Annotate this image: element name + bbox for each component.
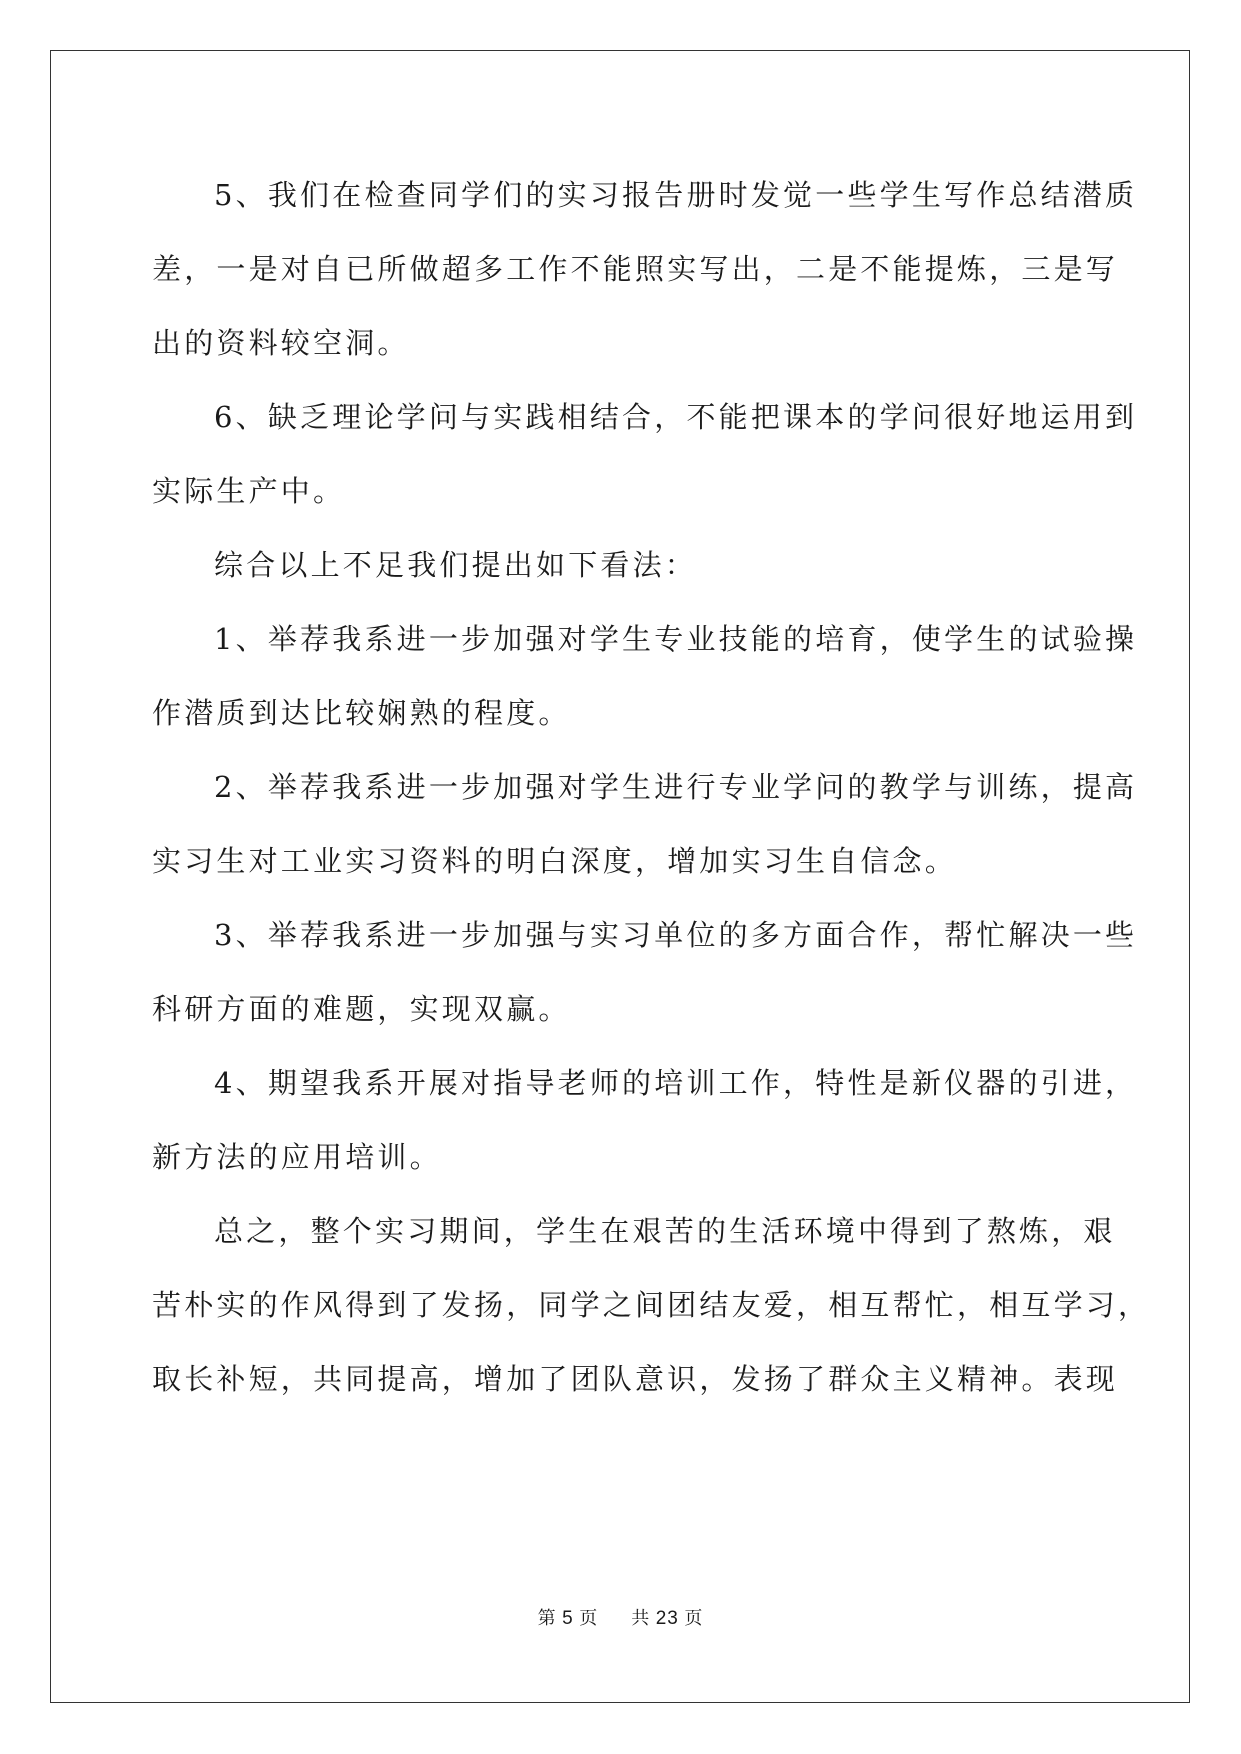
paragraph-suggestion-4 <box>152 1046 1138 1194</box>
paragraph-suggestion-1 <box>152 602 1138 750</box>
text-line: 6、缺乏理论学问与实践相结合，不能把课本的学问很好地运用到 <box>214 400 1138 434</box>
text-line: 作潜质到达比较娴熟的程度。 <box>152 696 571 730</box>
text-line: 5、我们在检查同学们的实习报告册时发觉一些学生写作总结潜质 <box>214 178 1138 212</box>
text-line: 苦朴实的作风得到了发扬，同学之间团结友爱，相互帮忙，相互学习， <box>152 1288 1151 1322</box>
text-line: 差，一是对自已所做超多工作不能照实写出，二是不能提炼，三是写 <box>152 252 1119 286</box>
paragraph-suggestion-3 <box>152 898 1138 1046</box>
text-line: 科研方面的难题，实现双赢。 <box>152 992 571 1026</box>
text-line: 3、举荐我系进一步加强与实习单位的多方面合作，帮忙解决一些 <box>214 918 1138 952</box>
paragraph-conclusion <box>152 1194 1151 1416</box>
text-line: 4、期望我系开展对指导老师的培训工作，特性是新仪器的引进， <box>214 1066 1138 1100</box>
paragraph-5 <box>152 158 1138 380</box>
page-number: 5 <box>562 1608 574 1629</box>
page-footer <box>0 1604 1241 1630</box>
footer-total-prefix: 共 <box>631 1608 651 1628</box>
paragraph-6 <box>152 380 1138 528</box>
text-line: 实际生产中。 <box>152 474 346 508</box>
document-body <box>152 158 1151 1416</box>
paragraph-suggestion-2 <box>152 750 1138 898</box>
text-line: 1、举荐我系进一步加强对学生专业技能的培育，使学生的试验操 <box>214 622 1138 656</box>
text-line: 综合以上不足我们提出如下看法： <box>214 548 698 582</box>
text-line: 实习生对工业实习资料的明白深度，增加实习生自信念。 <box>152 844 958 878</box>
footer-total-suffix: 页 <box>684 1608 704 1628</box>
text-line: 新方法的应用培训。 <box>152 1140 442 1174</box>
paragraph-summary-intro <box>152 528 1092 602</box>
footer-prefix: 第 <box>537 1608 557 1628</box>
footer-page-suffix: 页 <box>579 1608 599 1628</box>
text-line: 取长补短，共同提高，增加了团队意识，发扬了群众主义精神。表现 <box>152 1362 1119 1396</box>
text-line: 总之，整个实习期间，学生在艰苦的生活环境中得到了熬炼，艰 <box>214 1214 1116 1248</box>
text-line: 出的资料较空洞。 <box>152 326 410 360</box>
text-line: 2、举荐我系进一步加强对学生进行专业学问的教学与训练，提高 <box>214 770 1138 804</box>
total-pages: 23 <box>655 1608 679 1629</box>
